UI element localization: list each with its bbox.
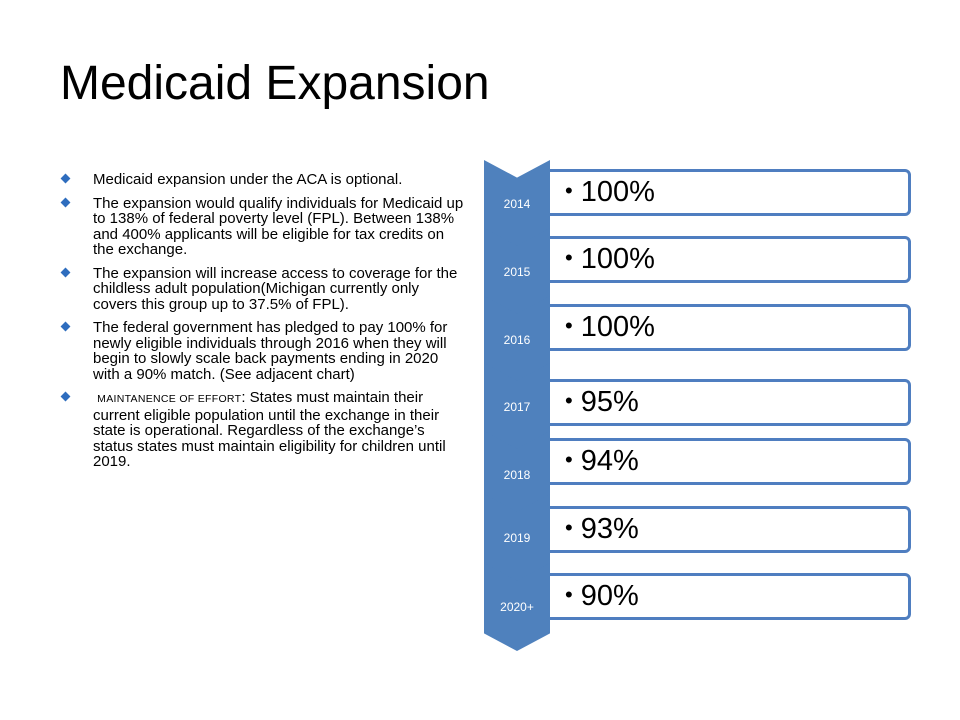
bullet-text: The expansion would qualify individuals for Medicaid up to 138% of federal poverty level (FPL). Between 138% and 400% applicants will be eligible for tax credits on the exchange. — [93, 194, 464, 258]
bullet-dot-icon: • — [565, 447, 573, 472]
match-rate-value — [565, 515, 639, 544]
bullet-text: Medicaid expansion under the ACA is optional. — [93, 171, 403, 188]
diamond-bullet-icon — [61, 322, 71, 332]
match-rate-label: 93% — [580, 513, 639, 545]
match-rate-label: 100% — [580, 311, 655, 343]
bullet-dot-icon: • — [565, 582, 573, 607]
year-label: 2018 — [503, 468, 531, 482]
bullet-dot-icon: • — [565, 245, 573, 270]
year-label: 2014 — [503, 197, 531, 211]
match-rate-label: 90% — [580, 580, 639, 612]
year-label: 2019 — [503, 531, 531, 545]
bullet-item — [62, 266, 467, 313]
bullet-dot-icon: • — [565, 515, 573, 540]
bullet-item — [62, 172, 467, 188]
match-rate-value — [565, 582, 639, 611]
match-rate-label: 94% — [580, 445, 639, 477]
bullet-list — [62, 172, 467, 478]
bullet-item — [62, 320, 467, 382]
match-rate-value — [565, 388, 639, 417]
bullet-item — [62, 196, 467, 258]
diamond-bullet-icon — [61, 197, 71, 207]
match-rate-label: 100% — [580, 243, 655, 275]
match-rate-value — [565, 313, 655, 342]
year-label: 2016 — [503, 333, 531, 347]
match-rate-value — [565, 245, 655, 274]
diamond-bullet-icon — [61, 174, 71, 184]
bullet-dot-icon: • — [565, 178, 573, 203]
match-rate-label: 95% — [580, 386, 639, 418]
bullet-text: The expansion will increase access to coverage for the childless adult population(Michigan currently only covers this group up to 37.5% of FPL). — [93, 264, 458, 313]
slide-title: Medicaid Expansion — [60, 57, 490, 110]
diamond-bullet-icon — [61, 392, 71, 402]
match-rate-value — [565, 447, 639, 476]
match-rate-label: 100% — [580, 176, 655, 208]
year-label: 2017 — [503, 400, 531, 414]
match-rate-value — [565, 178, 655, 207]
year-label: 2015 — [503, 265, 531, 279]
effort-lead: MAINTANENCE OF EFFORT — [97, 393, 242, 405]
diamond-bullet-icon — [61, 267, 71, 277]
effort-text: : States must maintain their current eligible population until the exchange in their state is operational. Regardless of the exchange’s status states must maintain eligibility for children until 2019. — [93, 389, 446, 470]
bullet-text: The federal government has pledged to pay 100% for newly eligible individuals through 2016 when they will begin to slowly scale back payments ending in 2020 with a 90% match. (See adjacent chart) — [93, 319, 448, 383]
bullet-item — [62, 390, 467, 470]
bullet-dot-icon: • — [565, 313, 573, 338]
bullet-dot-icon: • — [565, 388, 573, 413]
year-label: 2020+ — [500, 600, 534, 614]
